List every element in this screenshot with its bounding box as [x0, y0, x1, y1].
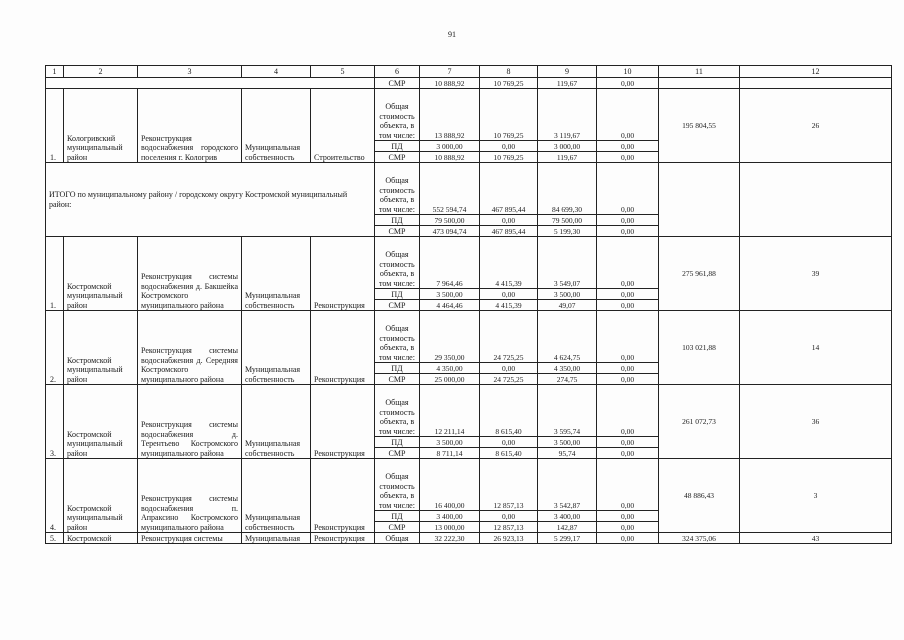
value-cell: 3 400,00	[538, 511, 597, 522]
value-cell: 0,00	[597, 78, 659, 89]
value-cell: 0,00	[597, 385, 659, 437]
value-cell: 10 769,25	[480, 152, 538, 163]
value-cell: 12 211,14	[420, 385, 480, 437]
indicator-cell: Общая стоимость объекта, в том числе:	[375, 385, 420, 437]
ownership-cell: Муниципальная собственность	[242, 459, 311, 533]
value-cell: 24 725,25	[480, 374, 538, 385]
value-cell: 3 542,87	[538, 459, 597, 511]
indicator-cell: СМР	[375, 152, 420, 163]
value-cell: 261 072,73	[659, 385, 740, 459]
value-cell: 39	[740, 237, 892, 311]
table-row	[46, 533, 892, 544]
value-cell: 0,00	[480, 289, 538, 300]
indicator-cell: Общая	[375, 533, 420, 544]
object-cell: Реконструкция системы водоснабжения д. Середняя Костромского муниципального района	[138, 311, 242, 385]
value-cell: 3 000,00	[420, 141, 480, 152]
work-type-cell: Реконструкция	[311, 311, 375, 385]
district-cell: Костромской муниципальный район	[64, 459, 138, 533]
indicator-cell: СМР	[375, 300, 420, 311]
indicator-cell: ПД	[375, 511, 420, 522]
value-cell: 14	[740, 311, 892, 385]
work-type-cell: Реконструкция	[311, 237, 375, 311]
work-type-cell: Реконструкция	[311, 385, 375, 459]
empty-cell	[46, 78, 375, 89]
value-cell: 0,00	[597, 289, 659, 300]
value-cell: 467 895,44	[480, 226, 538, 237]
value-cell: 0,00	[597, 363, 659, 374]
value-cell: 275 961,88	[659, 237, 740, 311]
indicator-cell: ПД	[375, 363, 420, 374]
value-cell: 36	[740, 385, 892, 459]
col-header: 7	[420, 66, 480, 78]
value-cell: 0,00	[597, 533, 659, 544]
value-cell: 3 595,74	[538, 385, 597, 437]
value-cell: 84 699,30	[538, 163, 597, 215]
value-cell: 552 594,74	[420, 163, 480, 215]
work-type-cell: Реконструкция	[311, 533, 375, 544]
value-cell: 4 624,75	[538, 311, 597, 363]
value-cell: 29 350,00	[420, 311, 480, 363]
value-cell: 0,00	[597, 448, 659, 459]
value-cell: 49,07	[538, 300, 597, 311]
value-cell: 3 500,00	[420, 437, 480, 448]
value-cell: 473 094,74	[420, 226, 480, 237]
indicator-cell: Общая стоимость объекта, в том числе:	[375, 89, 420, 141]
value-cell: 0,00	[480, 363, 538, 374]
value-cell: 48 886,43	[659, 459, 740, 533]
value-cell: 0,00	[597, 141, 659, 152]
col-header: 11	[659, 66, 740, 78]
value-cell: 0,00	[597, 374, 659, 385]
value-cell: 3 549,07	[538, 237, 597, 289]
value-cell: 195 804,55	[659, 89, 740, 163]
value-cell: 0,00	[597, 152, 659, 163]
ownership-cell: Муниципальная собственность	[242, 237, 311, 311]
value-cell: 10 769,25	[480, 78, 538, 89]
value-cell: 0,00	[597, 511, 659, 522]
empty-cell	[659, 78, 740, 89]
indicator-cell: СМР	[375, 78, 420, 89]
row-number: 5.	[46, 533, 64, 544]
row-number: 1.	[46, 237, 64, 311]
indicator-cell: Общая стоимость объекта, в том числе:	[375, 311, 420, 363]
kostroma-projects	[46, 237, 892, 533]
object-cell: Реконструкция системы водоснабжения п. Апраксино Костромского муниципального района	[138, 459, 242, 533]
page-number: 91	[448, 30, 456, 39]
district-cell: Костромской муниципальный район	[64, 385, 138, 459]
value-cell: 0,00	[480, 437, 538, 448]
col-header: 6	[375, 66, 420, 78]
value-cell: 4 415,39	[480, 300, 538, 311]
value-cell: 95,74	[538, 448, 597, 459]
table-row	[46, 237, 892, 289]
value-cell: 3	[740, 459, 892, 533]
row-number: 4.	[46, 459, 64, 533]
indicator-cell: Общая стоимость объекта, в том числе:	[375, 459, 420, 511]
ownership-cell: Муниципальная собственность	[242, 311, 311, 385]
value-cell: 10 888,92	[420, 78, 480, 89]
value-cell: 12 857,13	[480, 459, 538, 511]
indicator-cell: СМР	[375, 522, 420, 533]
row-number: 3.	[46, 385, 64, 459]
value-cell: 5 299,17	[538, 533, 597, 544]
object-cell: Реконструкция системы водоснабжения д. Терентьево Костромского муниципального района	[138, 385, 242, 459]
col-header: 1	[46, 66, 64, 78]
value-cell: 0,00	[597, 226, 659, 237]
table-row	[46, 385, 892, 437]
value-cell: 0,00	[597, 300, 659, 311]
ownership-cell: Муниципальная собственность	[242, 385, 311, 459]
value-cell: 24 725,25	[480, 311, 538, 363]
value-cell: 8 615,40	[480, 448, 538, 459]
col-header: 12	[740, 66, 892, 78]
itogo-label: ИТОГО по муниципальному району / городскому округу Костромской муниципальный район:	[46, 163, 375, 237]
value-cell: 3 000,00	[538, 141, 597, 152]
indicator-cell: СМР	[375, 374, 420, 385]
value-cell: 274,75	[538, 374, 597, 385]
value-cell: 0,00	[597, 522, 659, 533]
district-cell: Костромской	[64, 533, 138, 544]
table-row	[46, 78, 892, 89]
col-header: 3	[138, 66, 242, 78]
value-cell: 12 857,13	[480, 522, 538, 533]
value-cell: 3 500,00	[538, 289, 597, 300]
value-cell: 142,87	[538, 522, 597, 533]
indicator-cell: ПД	[375, 215, 420, 226]
empty-cell	[740, 163, 892, 237]
empty-cell	[740, 78, 892, 89]
value-cell: 3 500,00	[538, 437, 597, 448]
table-row	[46, 163, 892, 215]
col-header: 4	[242, 66, 311, 78]
value-cell: 0,00	[597, 311, 659, 363]
ownership-cell: Муниципальная	[242, 533, 311, 544]
value-cell: 7 964,46	[420, 237, 480, 289]
indicator-cell: ПД	[375, 141, 420, 152]
table-row	[46, 459, 892, 511]
indicator-cell: ПД	[375, 289, 420, 300]
indicator-cell: Общая стоимость объекта, в том числе:	[375, 163, 420, 215]
col-header: 8	[480, 66, 538, 78]
value-cell: 0,00	[597, 459, 659, 511]
district-cell: Костромской муниципальный район	[64, 311, 138, 385]
value-cell: 4 464,46	[420, 300, 480, 311]
value-cell: 25 000,00	[420, 374, 480, 385]
table-row	[46, 311, 892, 363]
value-cell: 4 350,00	[420, 363, 480, 374]
investment-table	[45, 65, 892, 544]
value-cell: 8 615,40	[480, 385, 538, 437]
work-type-cell: Реконструкция	[311, 459, 375, 533]
value-cell: 0,00	[480, 141, 538, 152]
object-cell: Реконструкция системы водоснабжения д. Бакшейка Костромского муниципального района	[138, 237, 242, 311]
object-cell: Реконструкция системы	[138, 533, 242, 544]
value-cell: 4 350,00	[538, 363, 597, 374]
value-cell: 467 895,44	[480, 163, 538, 215]
value-cell: 0,00	[597, 89, 659, 141]
value-cell: 103 021,88	[659, 311, 740, 385]
col-header: 2	[64, 66, 138, 78]
value-cell: 79 500,00	[420, 215, 480, 226]
value-cell: 4 415,39	[480, 237, 538, 289]
value-cell: 10 769,25	[480, 89, 538, 141]
value-cell: 119,67	[538, 78, 597, 89]
table-row	[46, 89, 892, 141]
value-cell: 3 500,00	[420, 289, 480, 300]
value-cell: 13 000,00	[420, 522, 480, 533]
indicator-cell: Общая стоимость объекта, в том числе:	[375, 237, 420, 289]
value-cell: 13 888,92	[420, 89, 480, 141]
col-header: 5	[311, 66, 375, 78]
district-cell: Кологривский муниципальный район	[64, 89, 138, 163]
work-type-cell: Строительство	[311, 89, 375, 163]
value-cell: 3 119,67	[538, 89, 597, 141]
column-number-row	[46, 66, 892, 78]
value-cell: 32 222,30	[420, 533, 480, 544]
indicator-cell: СМР	[375, 448, 420, 459]
indicator-cell: ПД	[375, 437, 420, 448]
district-cell: Костромской муниципальный район	[64, 237, 138, 311]
value-cell: 324 375,06	[659, 533, 740, 544]
value-cell: 0,00	[480, 215, 538, 226]
value-cell: 8 711,14	[420, 448, 480, 459]
value-cell: 0,00	[597, 163, 659, 215]
value-cell: 26 923,13	[480, 533, 538, 544]
value-cell: 79 500,00	[538, 215, 597, 226]
value-cell: 16 400,00	[420, 459, 480, 511]
row-number: 1.	[46, 89, 64, 163]
value-cell: 0,00	[597, 437, 659, 448]
indicator-cell: СМР	[375, 226, 420, 237]
value-cell: 3 400,00	[420, 511, 480, 522]
object-cell: Реконструкция водоснабжения городского поселения г. Кологрив	[138, 89, 242, 163]
value-cell: 10 888,92	[420, 152, 480, 163]
empty-cell	[659, 163, 740, 237]
value-cell: 43	[740, 533, 892, 544]
col-header: 9	[538, 66, 597, 78]
value-cell: 119,67	[538, 152, 597, 163]
col-header: 10	[597, 66, 659, 78]
value-cell: 0,00	[597, 215, 659, 226]
ownership-cell: Муниципальная собственность	[242, 89, 311, 163]
value-cell: 5 199,30	[538, 226, 597, 237]
value-cell: 0,00	[480, 511, 538, 522]
value-cell: 26	[740, 89, 892, 163]
value-cell: 0,00	[597, 237, 659, 289]
row-number: 2.	[46, 311, 64, 385]
